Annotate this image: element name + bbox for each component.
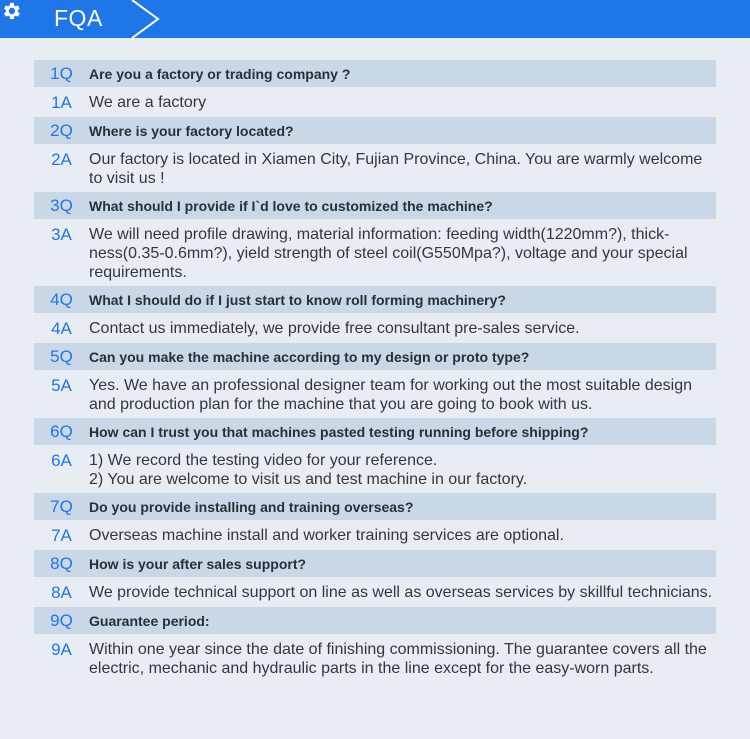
- header-bar: [0, 0, 750, 38]
- faq-question-row: [34, 493, 716, 520]
- answer-text: Contact us immediately, we provide free consultant pre-sales service.: [89, 320, 580, 337]
- answer-text: Overseas machine install and worker training services are optional.: [89, 527, 564, 544]
- faq-question-row: [34, 418, 716, 445]
- faq-question-row: [34, 60, 716, 87]
- page-title: FQA: [54, 5, 103, 31]
- answer-text: We provide technical support on line as well as overseas services by skillful technicians.: [89, 584, 713, 601]
- faq-question-row: [34, 192, 716, 219]
- question-text: Do you provide installing and training overseas?: [89, 498, 414, 515]
- faq-answer-row: [34, 148, 716, 188]
- faq-panel: [0, 38, 750, 739]
- answer-number: 4A: [51, 319, 72, 338]
- answer-number: 7A: [51, 526, 72, 545]
- header-tab: [0, 0, 160, 38]
- faq-answer-row: [34, 638, 716, 678]
- answer-number: 8A: [51, 583, 72, 602]
- faq-question-row: [34, 343, 716, 370]
- question-number: 1Q: [50, 63, 73, 83]
- faq-question-row: [34, 607, 716, 634]
- question-text: Are you a factory or trading company ?: [89, 65, 351, 82]
- answer-text: We will need profile drawing, material information: feeding width(1220mm?), thick-ness(0.35-0.6mm?), yield strength of steel coil(G550Mpa?), voltage and your special requirements.: [89, 226, 688, 281]
- answer-text: Yes. We have an professional designer team for working out the most suitable design and production plan for the machine that you are going to book with us.: [89, 377, 693, 413]
- question-text: Where is your factory located?: [89, 122, 294, 139]
- answer-line: 1) We record the testing video for your reference.: [89, 452, 438, 469]
- faq-list: [34, 60, 716, 682]
- answer-number: 5A: [51, 376, 72, 395]
- question-number: 7Q: [50, 496, 73, 516]
- question-text: What I should do if I just start to know roll forming machinery?: [89, 291, 506, 308]
- answer-text: Our factory is located in Xiamen City, Fujian Province, China. You are warmly welcome to visit us !: [89, 151, 703, 187]
- faq-answer-row: [34, 449, 716, 489]
- answer-number: 3A: [51, 225, 72, 244]
- question-text: What should I provide if I`d love to customized the machine?: [89, 197, 493, 214]
- question-text: Can you make the machine according to my design or proto type?: [89, 348, 530, 365]
- answer-number: 6A: [51, 451, 72, 470]
- faq-answer-row: [34, 581, 716, 603]
- answer-text: [89, 449, 527, 489]
- faq-answer-row: [34, 223, 716, 282]
- question-number: 3Q: [50, 195, 73, 215]
- gear-icon: [0, 0, 22, 22]
- faq-answer-row: [34, 374, 716, 414]
- answer-line: 2) You are welcome to visit us and test machine in our factory.: [89, 471, 528, 488]
- faq-answer-row: [34, 91, 716, 113]
- question-number: 2Q: [50, 120, 73, 140]
- question-text: How is your after sales support?: [89, 555, 307, 572]
- answer-text: Within one year since the date of finishing commissioning. The guarantee covers all the electric, mechanic and hydraulic parts in the line except for the easy-worn parts.: [89, 641, 707, 677]
- question-text: Guarantee period:: [89, 612, 210, 629]
- faq-question-row: [34, 117, 716, 144]
- question-number: 5Q: [50, 346, 73, 366]
- answer-text: We are a factory: [89, 94, 207, 111]
- question-number: 6Q: [50, 421, 73, 441]
- faq-answer-row: [34, 317, 716, 339]
- faq-answer-row: [34, 524, 716, 546]
- question-number: 9Q: [50, 610, 73, 630]
- answer-number: 9A: [51, 640, 72, 659]
- faq-question-row: [34, 550, 716, 577]
- question-number: 8Q: [50, 553, 73, 573]
- faq-question-row: [34, 286, 716, 313]
- answer-number: 1A: [51, 93, 72, 112]
- question-text: How can I trust you that machines pasted testing running before shipping?: [89, 423, 589, 440]
- question-number: 4Q: [50, 289, 73, 309]
- answer-number: 2A: [51, 150, 72, 169]
